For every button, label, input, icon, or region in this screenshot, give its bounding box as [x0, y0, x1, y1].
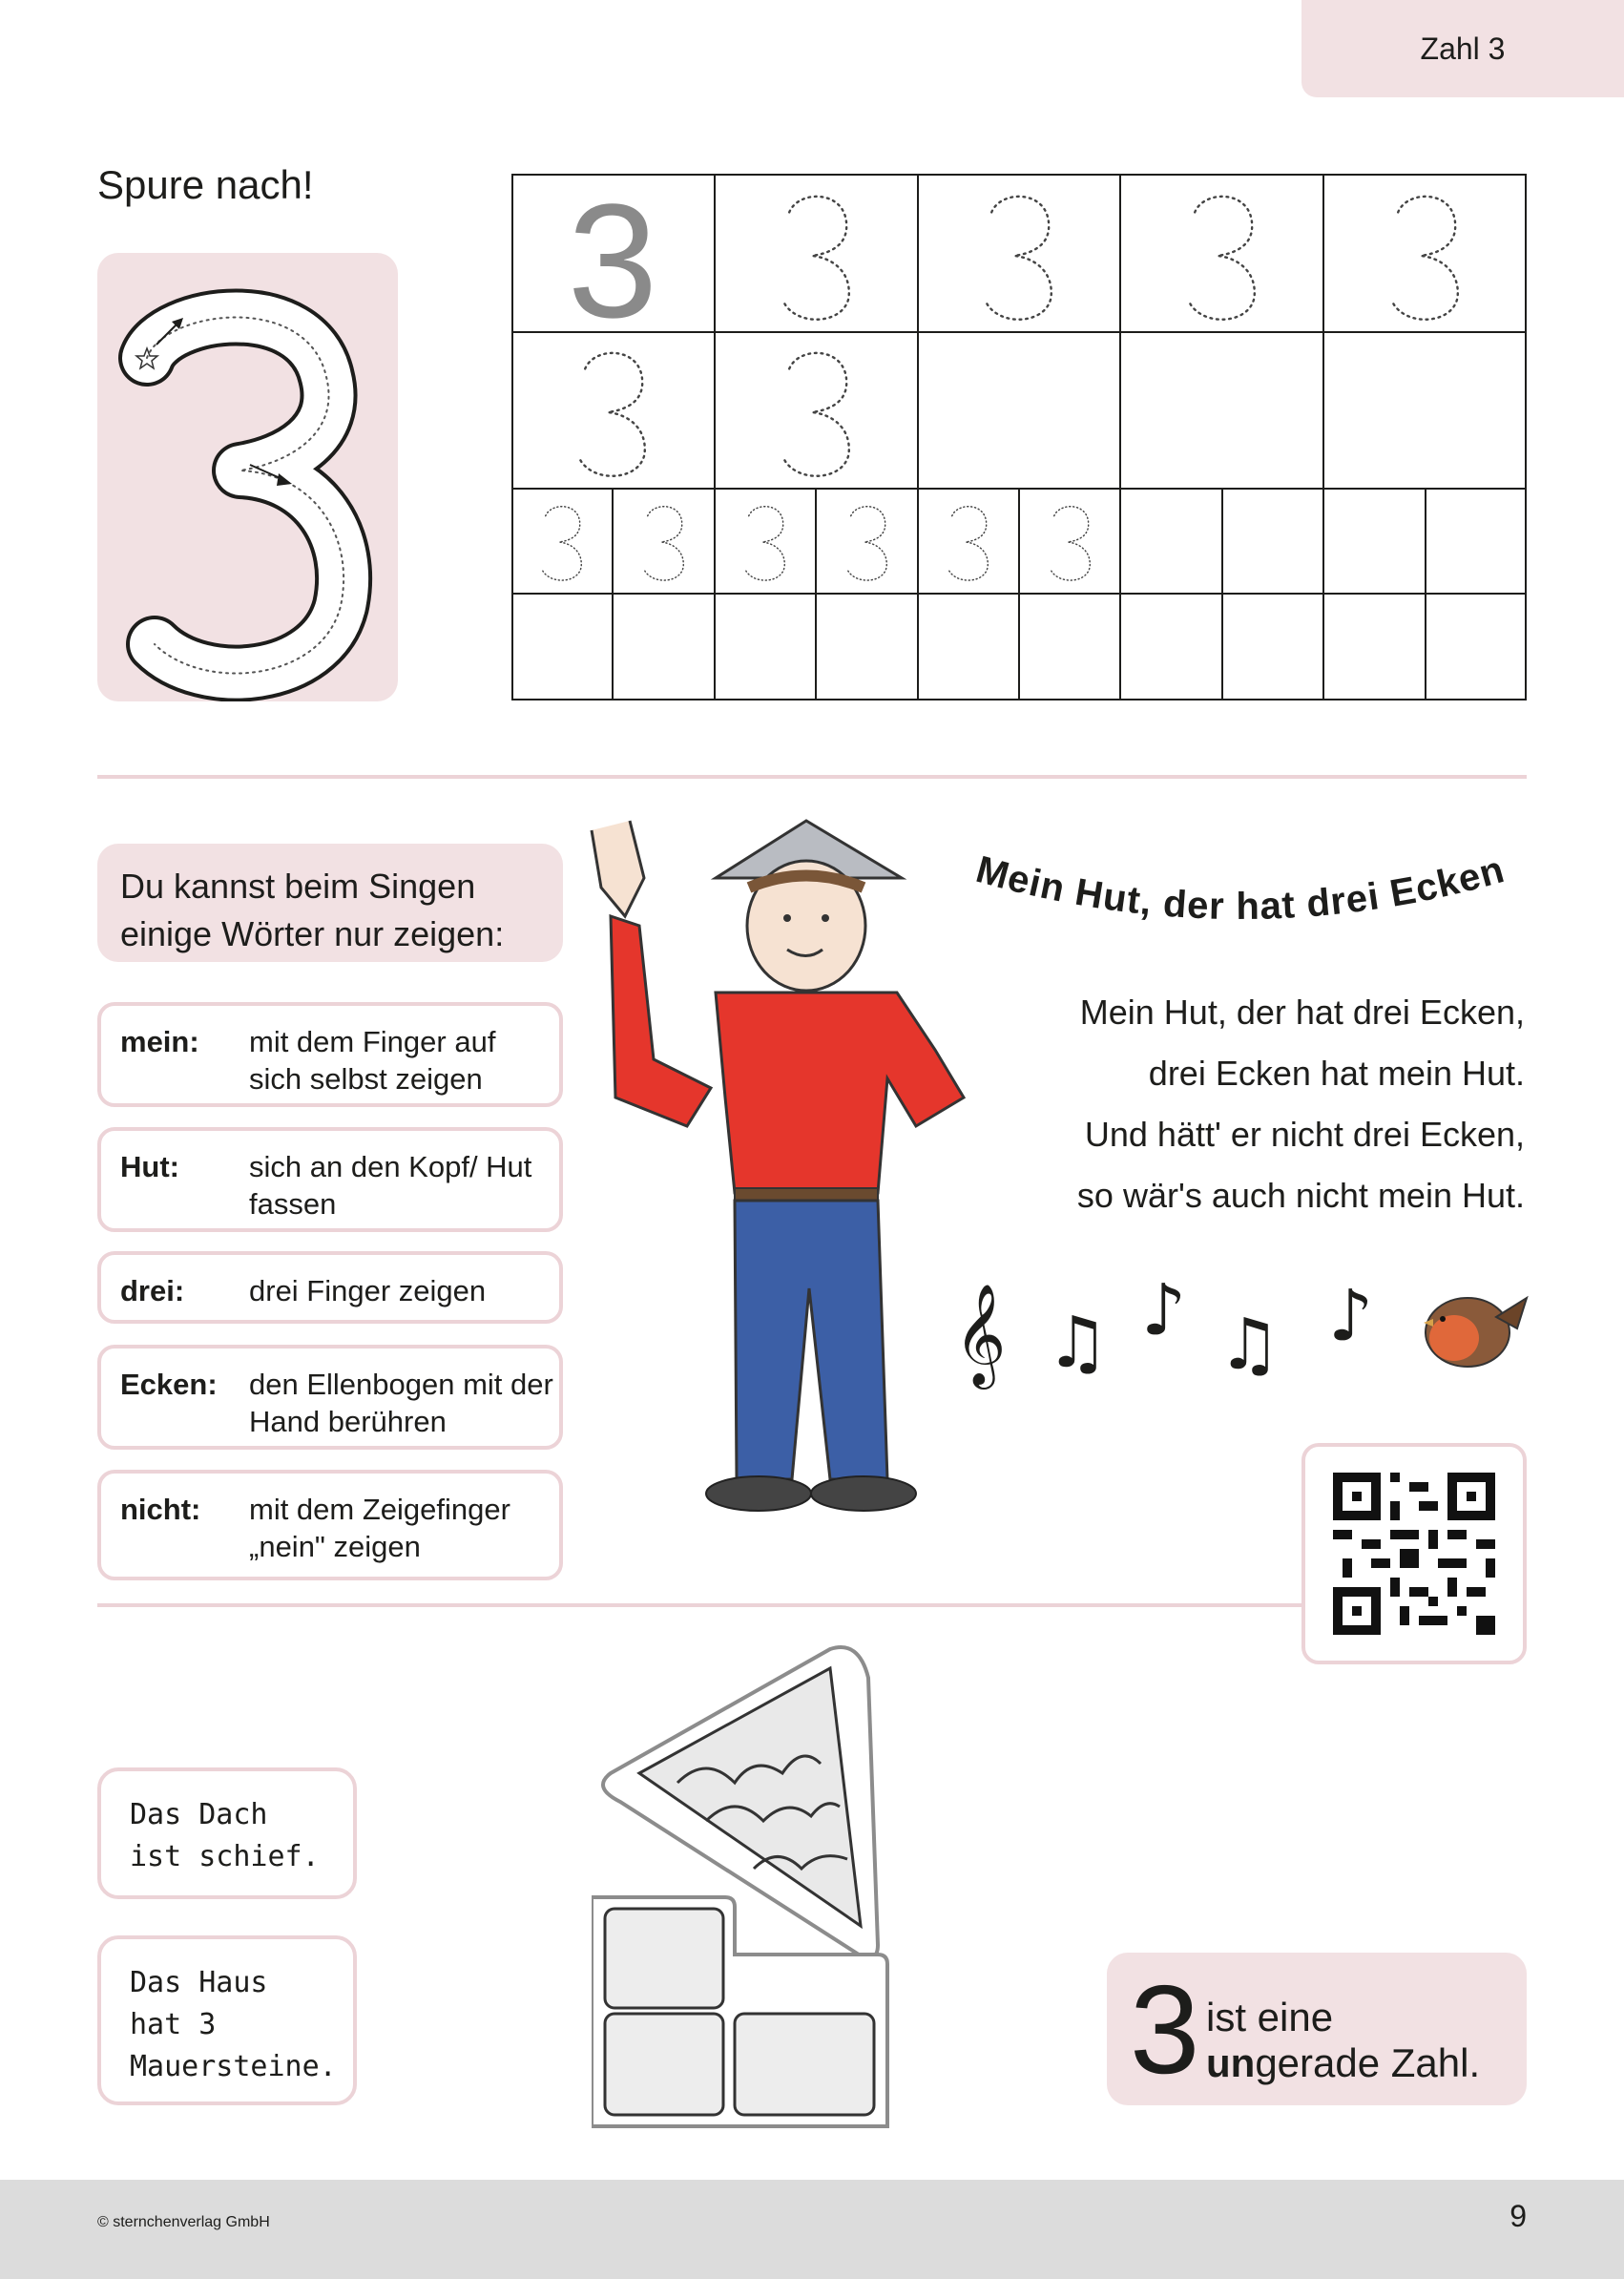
odd-number-line2 — [1206, 2040, 1480, 2086]
gesture-description: mit dem Zeigefinger „nein" zeigen — [249, 1493, 510, 1563]
dotted-digit-small — [746, 507, 784, 580]
song-line: Mein Hut, der hat drei Ecken, — [1079, 993, 1525, 1032]
odd-number-box — [1107, 1953, 1527, 2105]
dotted-digit — [784, 197, 848, 320]
dotted-digit — [987, 197, 1051, 320]
gesture-row-mein — [97, 1002, 563, 1107]
dotted-digit — [1393, 197, 1457, 320]
dotted-digit-small — [645, 507, 683, 580]
gesture-row-ecken — [97, 1345, 563, 1450]
brick-icon — [605, 2014, 723, 2115]
song-line: so wär's auch nicht mein Hut. — [1076, 1176, 1525, 1215]
music-note-icon: ♪ — [1328, 1275, 1374, 1357]
song-title — [945, 828, 1536, 952]
gesture-term: drei: — [120, 1274, 185, 1307]
svg-text:Mein Hut, der hat drei Ecken — [971, 848, 1509, 928]
big-three-tracing-panel — [97, 253, 398, 701]
robin-bird-icon — [1410, 1279, 1529, 1374]
footer — [0, 2180, 1624, 2279]
music-note-icon: ♪ — [1141, 1269, 1187, 1351]
music-note-icon: ♫ — [1218, 1304, 1281, 1386]
qr-code-icon[interactable] — [1333, 1473, 1495, 1635]
gesture-intro: Du kannst beim Singen einige Wörter nur zeigen: — [97, 844, 563, 962]
header-tab-label: Zahl 3 — [1420, 31, 1506, 66]
note-house: Das Haus hat 3 Mauersteine. — [97, 1935, 357, 2105]
gesture-row-hut — [97, 1127, 563, 1232]
music-notes — [954, 1269, 1393, 1384]
song-line: drei Ecken hat mein Hut. — [1148, 1054, 1525, 1093]
odd-number-rest: gerade Zahl. — [1255, 2040, 1481, 2085]
section-divider — [97, 1603, 1301, 1607]
gesture-description: mit dem Finger auf sich selbst zeigen — [249, 1025, 496, 1096]
dotted-digit — [784, 353, 848, 476]
dotted-digit — [580, 353, 644, 476]
page-number: 9 — [1509, 2199, 1527, 2233]
gesture-term: mein: — [120, 1025, 199, 1058]
song-line: Und hätt' er nicht drei Ecken, — [1084, 1115, 1525, 1154]
section-divider — [97, 775, 1527, 779]
dotted-digit-small — [848, 507, 886, 580]
odd-number-digit: 3 — [1130, 1959, 1200, 2100]
gesture-row-drei — [97, 1251, 563, 1324]
dotted-digit — [1190, 197, 1254, 320]
practice-grid — [511, 174, 1527, 700]
dotted-digit-small — [543, 507, 581, 580]
treble-clef-icon: 𝄞 — [954, 1283, 1007, 1385]
gesture-term: Hut: — [120, 1150, 179, 1183]
model-digit: 3 — [567, 174, 658, 352]
gesture-row-nicht — [97, 1470, 563, 1580]
gesture-description: den Ellenbogen mit der Hand berühren — [249, 1368, 553, 1438]
dotted-digit-small — [1051, 507, 1090, 580]
header-tab — [1301, 0, 1624, 97]
odd-number-line1: ist eine — [1206, 1995, 1334, 2039]
roof-and-bricks-illustration — [592, 1640, 906, 2136]
odd-number-prefix: un — [1206, 2040, 1256, 2085]
gesture-description: sich an den Kopf/ Hut fassen — [249, 1150, 532, 1221]
tracing-title: Spure nach! — [97, 162, 314, 207]
gesture-term: Ecken: — [120, 1368, 218, 1401]
song-title-text: Mein Hut, der hat drei Ecken — [971, 848, 1509, 929]
gesture-description: drei Finger zeigen — [249, 1274, 487, 1307]
dotted-digit-small — [949, 507, 988, 580]
copyright: © sternchenverlag GmbH — [97, 2214, 270, 2230]
note-roof: Das Dach ist schief. — [97, 1767, 357, 1899]
brick-icon — [605, 1909, 723, 2008]
gesture-term: nicht: — [120, 1493, 201, 1526]
qr-code-box[interactable] — [1301, 1443, 1527, 1664]
brick-icon — [735, 2014, 874, 2115]
big-three-outline — [97, 253, 398, 701]
music-note-icon: ♫ — [1046, 1302, 1110, 1384]
